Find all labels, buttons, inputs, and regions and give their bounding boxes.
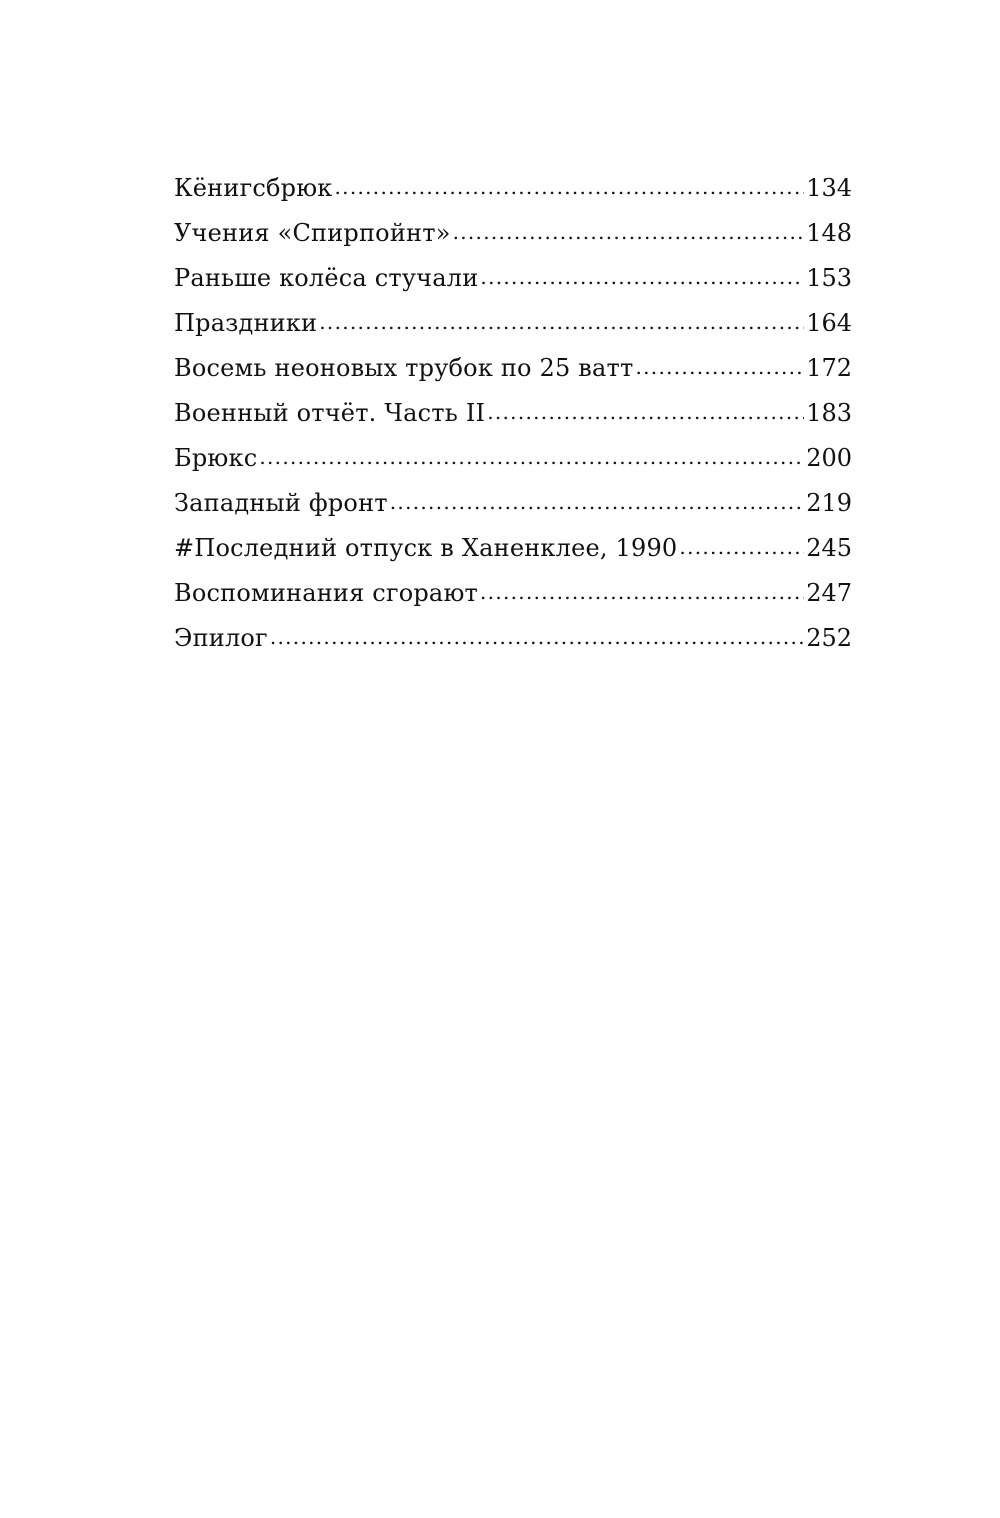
toc-entry-title: Воспоминания сгорают bbox=[174, 579, 479, 607]
toc-entry-title: Западный фронт bbox=[174, 489, 388, 517]
toc-entry-page: 164 bbox=[806, 309, 852, 337]
dot-leader bbox=[259, 435, 804, 480]
toc-entry bbox=[174, 436, 852, 481]
toc-entry-title: Праздники bbox=[174, 309, 318, 337]
table-of-contents bbox=[174, 166, 852, 661]
dot-leader bbox=[390, 480, 804, 525]
toc-entry bbox=[174, 481, 852, 526]
toc-entry-title: Кёнигсбрюк bbox=[174, 174, 333, 202]
dot-leader bbox=[270, 615, 804, 660]
dot-leader bbox=[480, 570, 804, 615]
toc-entry-page: 183 bbox=[806, 399, 852, 427]
toc-entry bbox=[174, 571, 852, 616]
toc-entry-page: 252 bbox=[806, 624, 852, 652]
dot-leader bbox=[319, 300, 804, 345]
toc-entry-page: 134 bbox=[806, 174, 852, 202]
toc-entry bbox=[174, 301, 852, 346]
toc-entry bbox=[174, 616, 852, 661]
toc-entry bbox=[174, 256, 852, 301]
toc-entry-title: Раньше колёса стучали bbox=[174, 264, 479, 292]
dot-leader bbox=[453, 210, 805, 255]
toc-entry-title: Учения «Спирпойнт» bbox=[174, 219, 451, 247]
toc-entry-page: 219 bbox=[806, 489, 852, 517]
dot-leader bbox=[679, 525, 804, 570]
toc-entry-title: Военный отчёт. Часть II bbox=[174, 399, 486, 427]
toc-entry bbox=[174, 526, 852, 571]
dot-leader bbox=[335, 165, 805, 210]
toc-entry-title: Восемь неоновых трубок по 25 ватт bbox=[174, 354, 634, 382]
toc-entry-page: 148 bbox=[806, 219, 852, 247]
toc-entry bbox=[174, 346, 852, 391]
toc-entry-page: 200 bbox=[806, 444, 852, 472]
toc-entry-title: Брюкс bbox=[174, 444, 258, 472]
toc-entry bbox=[174, 166, 852, 211]
toc-entry-title: #Последний отпуск в Ханенклее, 1990 bbox=[174, 534, 678, 562]
dot-leader bbox=[480, 255, 804, 300]
toc-entry-page: 247 bbox=[806, 579, 852, 607]
dot-leader bbox=[487, 390, 804, 435]
toc-entry bbox=[174, 211, 852, 256]
toc-entry-page: 153 bbox=[806, 264, 852, 292]
dot-leader bbox=[635, 345, 804, 390]
toc-entry bbox=[174, 391, 852, 436]
toc-entry-page: 245 bbox=[806, 534, 852, 562]
toc-entry-title: Эпилог bbox=[174, 624, 268, 652]
toc-entry-page: 172 bbox=[806, 354, 852, 382]
